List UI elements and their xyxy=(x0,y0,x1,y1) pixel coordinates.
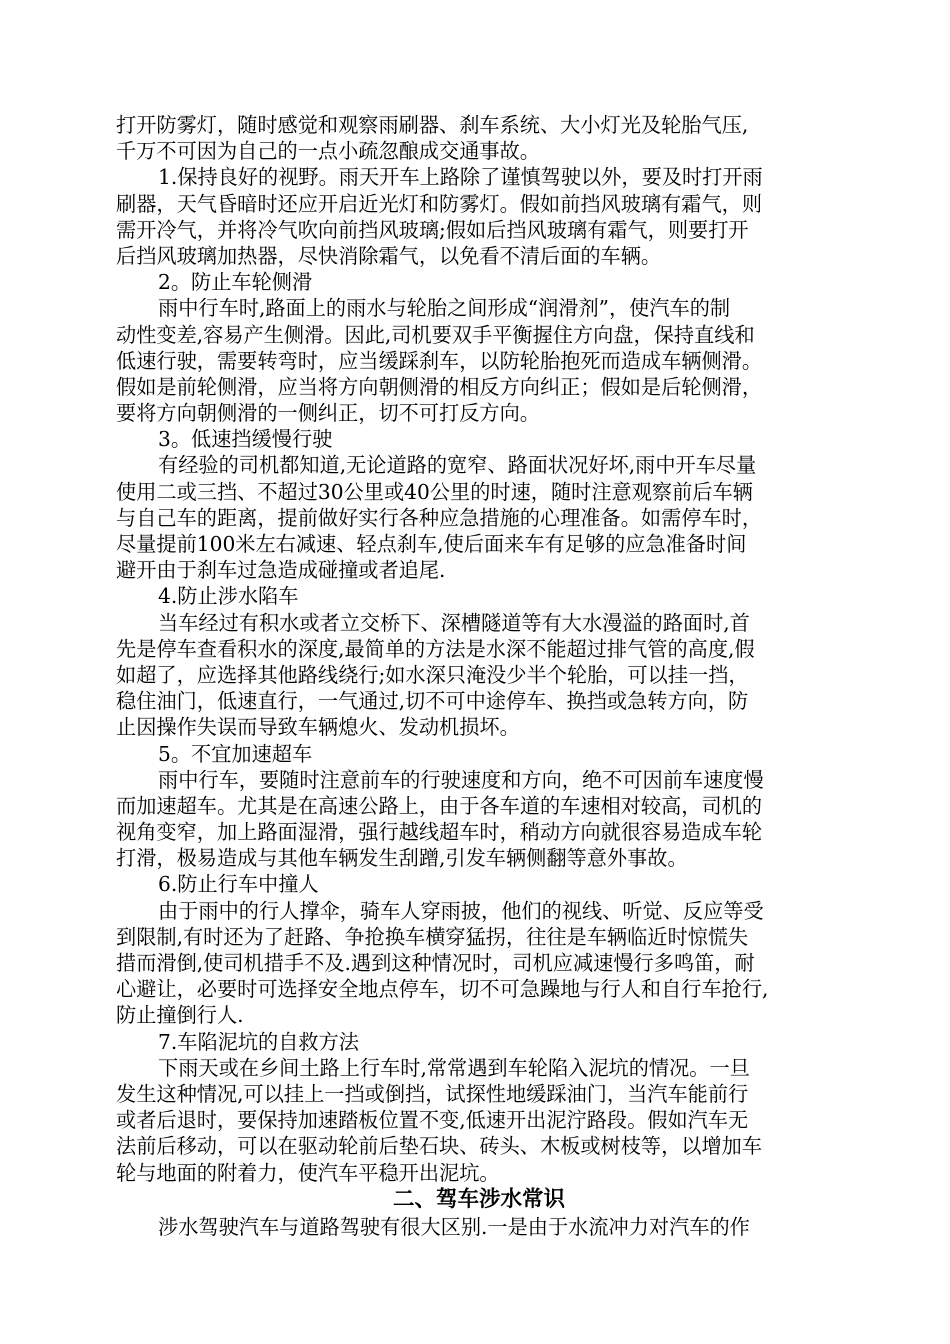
text-line: 视角变窄，加上路面湿滑，强行越线超车时，稍动方向就很容易造成车轮 xyxy=(116,820,763,845)
section-heading: 二、驾车涉水常识 xyxy=(392,1186,565,1212)
text-line: 到限制,有时还为了赶路、争抢换车横穿猛拐，往往是车辆临近时惊慌失 xyxy=(116,924,749,949)
document-page xyxy=(116,112,842,1240)
text-line: 假如是前轮侧滑，应当将方向朝侧滑的相反方向纠正；假如是后轮侧滑， xyxy=(116,374,763,399)
text-line: 4.防止涉水陷车 xyxy=(158,584,299,609)
text-line: 后挡风玻璃加热器，尽快消除霜气，以免看不清后面的车辆。 xyxy=(116,243,662,268)
text-line: 需开冷气，并将冷气吹向前挡风玻璃;假如后挡风玻璃有霜气，则要打开 xyxy=(116,217,749,242)
text-line: 轮与地面的附着力，使汽车平稳开出泥坑。 xyxy=(116,1160,500,1185)
text-line: 要将方向朝侧滑的一侧纠正，切不可打反方向。 xyxy=(116,401,540,426)
text-line: 3。低速挡缓慢行驶 xyxy=(158,427,333,452)
text-line: 打滑，极易造成与其他车辆发生刮蹭,引发车辆侧翻等意外事故。 xyxy=(116,846,688,871)
text-line: 先是停车查看积水的深度,最简单的方法是水深不能超过排气管的高度,假 xyxy=(116,636,755,661)
text-line: 法前后移动，可以在驱动轮前后垫石块、砖头、木板或树枝等，以增加车 xyxy=(116,1134,763,1159)
text-line: 尽量提前100米左右减速、轻点刹车,使后面来车有足够的应急准备时间 xyxy=(116,532,747,556)
text-line: 2。防止车轮侧滑 xyxy=(158,270,313,295)
text-line: 雨中行车时,路面上的雨水与轮胎之间形成“润滑剂”，使汽车的制 xyxy=(158,296,731,321)
text-line: 雨中行车，要随时注意前车的行驶速度和方向，绝不可因前车速度慢 xyxy=(158,767,764,792)
text-line: 止因操作失误而导致车辆熄火、发动机损坏。 xyxy=(116,715,520,740)
text-line: 使用二或三挡、不超过30公里或40公里的时速，随时注意观察前后车辆 xyxy=(116,479,753,504)
text-line: 稳住油门，低速直行，一气通过,切不可中途停车、换挡或急转方向，防 xyxy=(116,689,749,714)
text-line: 5。不宜加速超车 xyxy=(158,741,313,766)
text-line: 下雨天或在乡间土路上行车时,常常遇到车轮陷入泥坑的情况。一旦 xyxy=(158,1055,750,1080)
text-line: 千万不可因为自己的一点小疏忽酿成交通事故。 xyxy=(116,139,540,164)
text-line: 发生这种情况,可以挂上一挡或倒挡，试探性地缓踩油门，当汽车能前行 xyxy=(116,1081,749,1106)
text-line: 如超了，应选择其他路线绕行;如水深只淹没少半个轮胎，可以挂一挡， xyxy=(116,662,749,687)
text-line: 而加速超车。尤其是在高速公路上，由于各车道的车速相对较高，司机的 xyxy=(116,793,763,818)
text-line: 或者后退时，要保持加速踏板位置不变,低速开出泥泞路段。假如汽车无 xyxy=(116,1108,749,1133)
text-line: 低速行驶，需要转弯时，应当缓踩刹车，以防轮胎抱死而造成车辆侧滑。 xyxy=(116,348,763,373)
text-line: 7.车陷泥坑的自救方法 xyxy=(158,1029,359,1054)
text-line: 刷器，天气昏暗时还应开启近光灯和防雾灯。假如前挡风玻璃有霜气，则 xyxy=(116,191,763,216)
text-line: 打开防雾灯，随时感觉和观察雨刷器、刹车系统、大小灯光及轮胎气压, xyxy=(116,113,749,137)
continued-text xyxy=(116,1214,842,1240)
text-line: 涉水驾驶汽车与道路驾驶有很大区别.一是由于水流冲力对汽车的作 xyxy=(158,1214,750,1239)
text-line: 6.防止行车中撞人 xyxy=(158,872,319,897)
text-line: 1.保持良好的视野。雨天开车上路除了谨慎驾驶以外，要及时打开雨 xyxy=(158,165,763,190)
text-line: 避开由于刹车过急造成碰撞或者追尾. xyxy=(116,558,446,583)
text-line: 防止撞倒行人. xyxy=(116,1003,244,1028)
text-line: 由于雨中的行人撑伞，骑车人穿雨披，他们的视线、听觉、反应等受 xyxy=(158,898,764,923)
text-line: 心避让，必要时可选择安全地点停车，切不可急躁地与行人和自行车抢行, xyxy=(116,977,769,1002)
text-line: 动性变差,容易产生侧滑。因此,司机要双手平衡握住方向盘，保持直线和 xyxy=(116,322,755,347)
text-line: 有经验的司机都知道,无论道路的宽窄、路面状况好坏,雨中开车尽量 xyxy=(158,453,757,478)
text-line: 当车经过有积水或者立交桥下、深槽隧道等有大水漫溢的路面时,首 xyxy=(158,610,750,635)
text-line: 措而滑倒,使司机措手不及.遇到这种情况时，司机应减速慢行多鸣笛，耐 xyxy=(116,951,755,975)
body-text xyxy=(116,112,842,1186)
text-line: 与自己车的距离，提前做好实行各种应急措施的心理准备。如需停车时， xyxy=(116,505,763,530)
